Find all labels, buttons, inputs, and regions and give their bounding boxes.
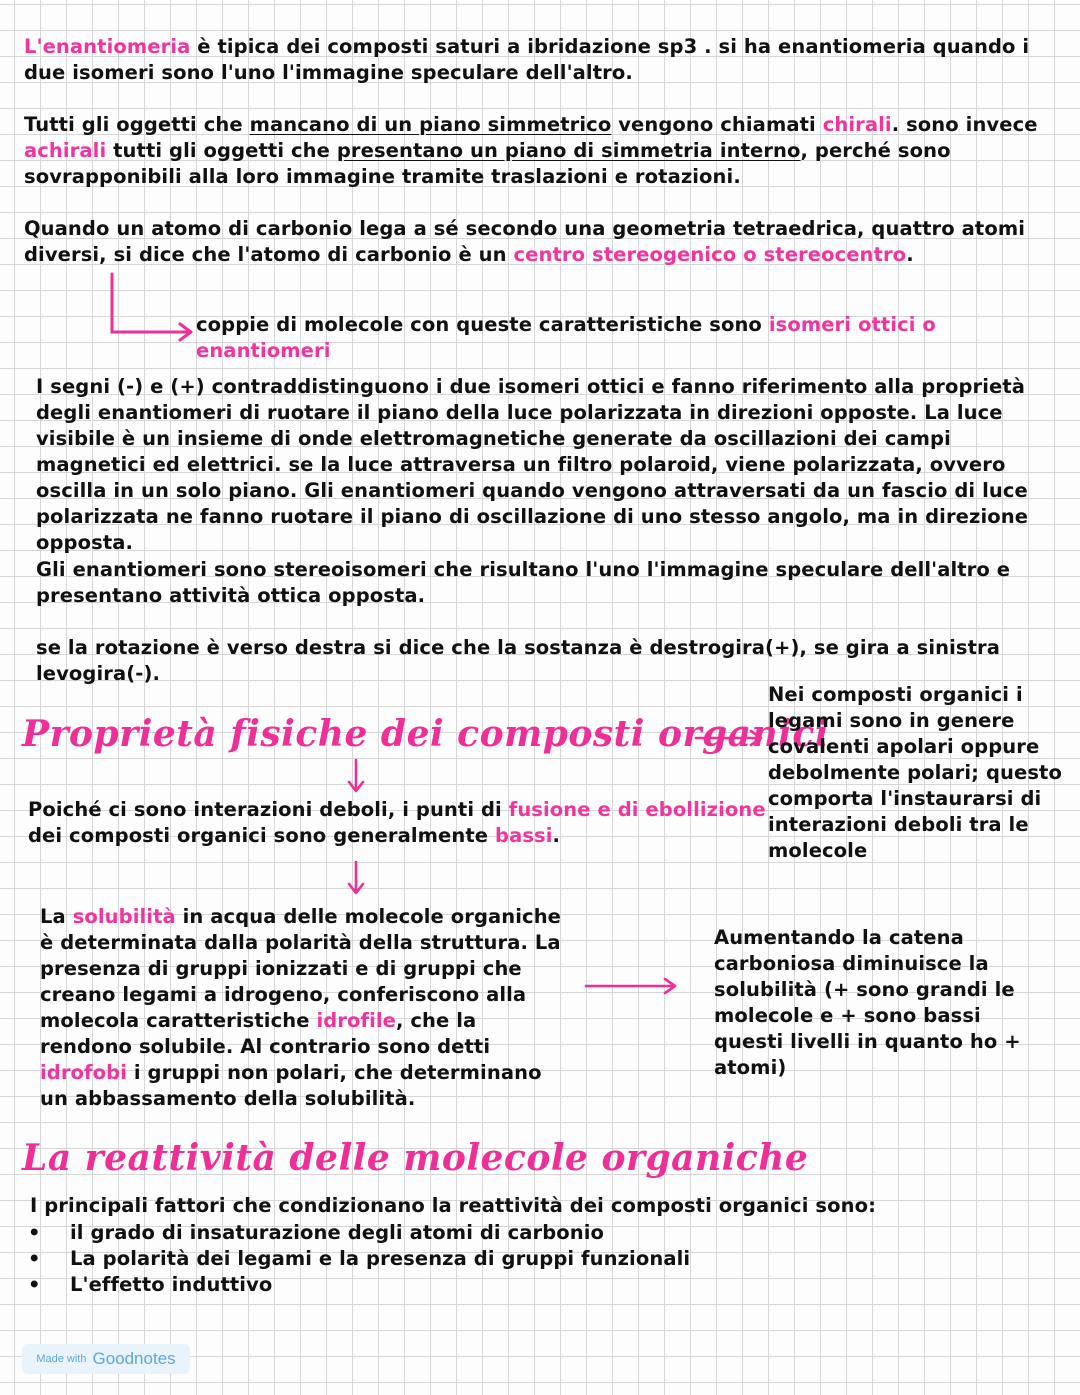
term-stereocentro: centro stereogenico o stereocentro xyxy=(513,243,907,266)
term-enantiomeria: L'enantiomeria xyxy=(24,35,191,58)
l-arrow-icon xyxy=(100,270,200,350)
side-note-legami: Nei composti organici i legami sono in genere covalenti apolari oppure debolmente polari; questo comporta l'instaurarsi di interazioni deboli tra le molecole xyxy=(768,683,1062,862)
paragraph-isomeri-ottici: coppie di molecole con queste caratteristiche sono isomeri ottici o enantiomeri xyxy=(196,313,936,362)
paragraph-stereocentro: Quando un atomo di carbonio lega a sé secondo una geometria tetraedrica, quattro atomi diversi, si dice che l'atomo di carbonio è un centro stereogenico o stereocentro. xyxy=(24,217,1026,266)
list-item: • L'effetto induttivo xyxy=(24,1272,1004,1298)
term-isomeri-ottici: isomeri ottici o enantiomeri xyxy=(196,313,936,362)
paragraph-solubilita: La solubilità in acqua delle molecole organiche è determinata dalla polarità della struttura. La presenza di gruppi ionizzati e di gruppi che creano legami a idrogeno, conferiscono alla molecola caratteristiche idrofile, che la rendono solubile. Al contrario sono detti idrofobi i gruppi non polari, che determinano un abbassamento della solubilità. xyxy=(40,905,562,1110)
arrow-right-icon xyxy=(584,974,680,998)
term-achirali: achirali xyxy=(24,139,107,162)
term-chirali: chirali xyxy=(822,113,892,136)
paragraph-enantiomeria: L'enantiomeria è tipica dei composti saturi a ibridazione sp3 . si ha enantiomeria quando i due isomeri sono l'uno l'immagine speculare dell'altro. xyxy=(24,35,1030,84)
badge-brand: Goodnotes xyxy=(92,1349,176,1368)
side-note-catena: Aumentando la catena carboniosa diminuisce la solubilità (+ sono grandi le molecole e + sono bassi questi livelli in quanto ho + atomi) xyxy=(714,926,1021,1079)
paragraph-chirali: Tutti gli oggetti che mancano di un piano simmetrico vengono chiamati chirali. sono invece achirali tutti gli oggetti che presentano un piano di simmetria interno, perché sono sovrapponibili alla loro immagine tramite traslazioni e rotazioni. xyxy=(24,113,1038,188)
goodnotes-badge xyxy=(22,1344,190,1374)
paragraph-destrogira: se la rotazione è verso destra si dice che la sostanza è destrogira(+), se gira a sinistra levogira(-). xyxy=(36,636,1001,685)
underline-no-symmetry: mancano di un piano simmetrico xyxy=(249,113,612,136)
factor-list xyxy=(24,1220,1004,1298)
arrow-right-icon xyxy=(694,726,766,750)
badge-made-with: Made with xyxy=(36,1353,87,1365)
heading-proprieta-fisiche: Proprietà fisiche dei composti organici xyxy=(22,713,829,755)
paragraph-fattori: I principali fattori che condizionano la reattività dei composti organici sono: xyxy=(30,1194,876,1217)
term-bassi: bassi xyxy=(495,824,553,847)
arrow-down-icon xyxy=(344,860,368,896)
heading-reattivita: La reattività delle molecole organiche xyxy=(22,1137,809,1179)
term-fusione-ebollizione: fusione e di ebollizione xyxy=(508,798,766,821)
paragraph-stereoisomeri: Gli enantiomeri sono stereoisomeri che risultano l'uno l'immagine speculare dell'altro e presentano attività ottica opposta. xyxy=(36,558,1011,607)
list-item: • il grado di insaturazione degli atomi di carbonio xyxy=(24,1220,1004,1246)
paragraph-fusione: Poiché ci sono interazioni deboli, i punti di fusione e di ebollizione dei composti organici sono generalmente bassi. xyxy=(28,798,766,847)
term-idrofobi: idrofobi xyxy=(40,1061,127,1084)
paragraph-luce-polarizzata: I segni (-) e (+) contraddistinguono i due isomeri ottici e fanno riferimento alla proprietà degli enantiomeri di ruotare il piano della luce polarizzata in direzioni opposte. La luce visibile è un insieme di onde elettromagnetiche generate da oscillazioni dei campi magnetici ed elettrici. se la luce attraversa un filtro polaroid, viene polarizzata, ovvero oscilla in un solo piano. Gli enantiomeri quando vengono attraversati da un fascio di luce polarizzata ne fanno ruotare il piano di oscillazione di uno stesso angolo, ma in direzione opposta. xyxy=(36,375,1029,554)
term-solubilita: solubilità xyxy=(72,905,176,928)
arrow-down-icon xyxy=(344,758,368,794)
list-item: • La polarità dei legami e la presenza di gruppi funzionali xyxy=(24,1246,1004,1272)
underline-symmetry: presentano un piano di simmetria interno xyxy=(336,139,801,162)
term-idrofile: idrofile xyxy=(316,1009,396,1032)
